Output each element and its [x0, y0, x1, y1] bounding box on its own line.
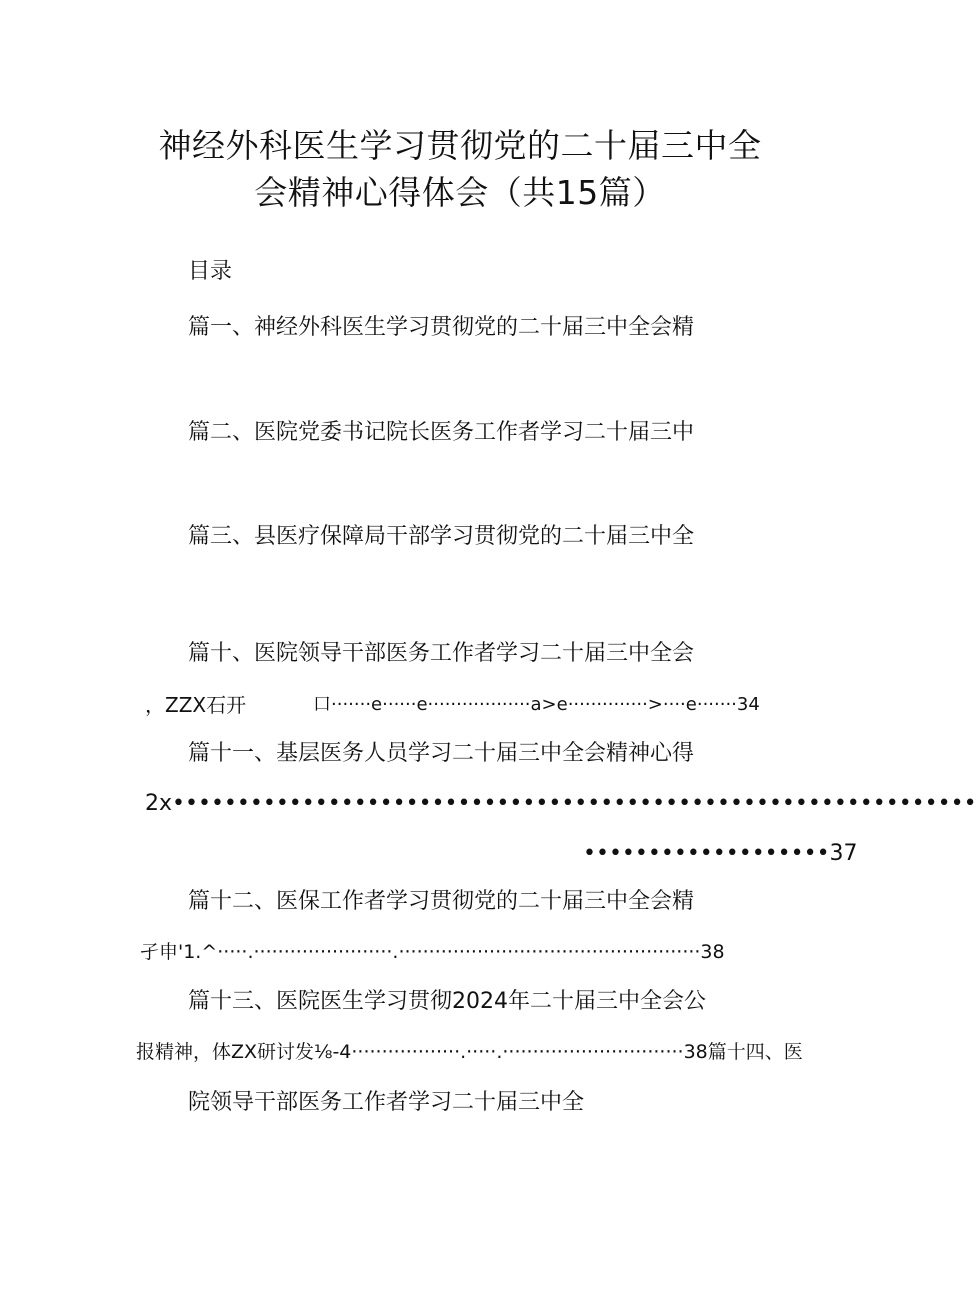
toc-entry-11-leader: 2x••••••••••••••••••••••••••••••••••••••••••••••••••••••••••••••: [145, 791, 977, 816]
toc-entry-10: 篇十、医院领导干部医务工作者学习二十届三中全会: [188, 641, 695, 666]
toc-entry-1: 篇一、神经外科医生学习贯彻党的二十届三中全会精: [188, 315, 695, 340]
toc-entry-12-continuation: 孑申'1.^·····.·······················.··················································38: [140, 941, 725, 963]
toc-entry-12: 篇十二、医保工作者学习贯彻党的二十届三中全会精: [188, 889, 695, 914]
toc-entry-11: 篇十一、基层医务人员学习二十届三中全会精神心得: [188, 741, 695, 766]
toc-entry-2: 篇二、医院党委书记院长医务工作者学习二十届三中: [188, 420, 695, 445]
toc-entry-10-continuation: ，ZZX石开: [145, 693, 247, 717]
toc-entry-10-leader: 口·······e······e··················a>e··············>····e·······34: [313, 694, 760, 715]
toc-entry-13: 篇十三、医院医生学习贯彻2024年二十届三中全会公: [188, 989, 706, 1014]
toc-entry-11-page: •••••••••••••••••••37: [583, 841, 858, 866]
toc-entry-14-continuation: 院领导干部医务工作者学习二十届三中全: [188, 1090, 585, 1115]
document-title-line-1: 神经外科医生学习贯彻党的二十届三中全: [158, 126, 762, 165]
toc-entry-3: 篇三、县医疗保障局干部学习贯彻党的二十届三中全: [188, 524, 695, 549]
toc-heading: 目录: [188, 259, 233, 284]
document-title-line-2: 会精神心得体会（共15篇）: [254, 173, 666, 212]
toc-entry-13-continuation: 报精神，体ZX研讨发⅛-4··················.·····.······························38篇十四、医: [136, 1041, 803, 1063]
